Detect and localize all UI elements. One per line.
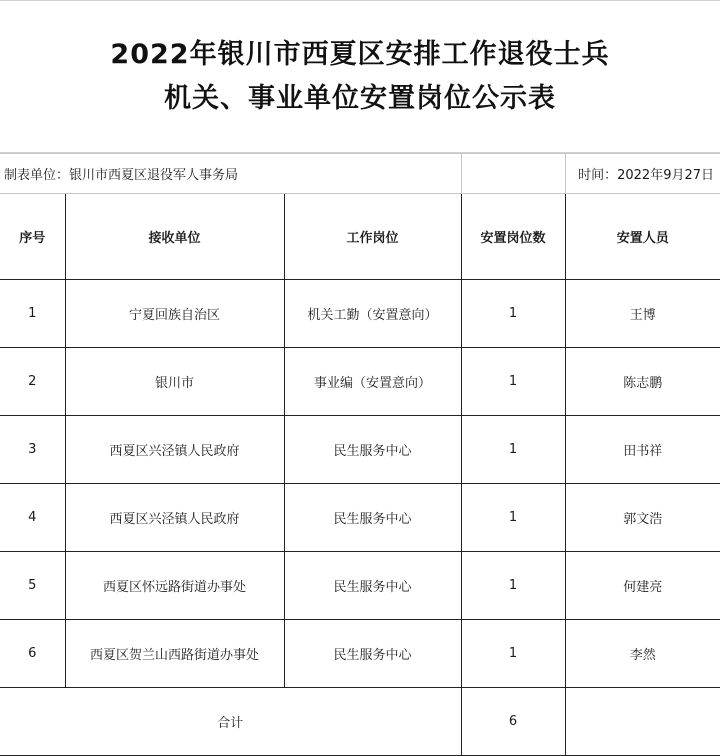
table-row [0, 416, 720, 484]
post-count: 1 [461, 552, 565, 620]
job-post: 事业编（安置意向） [284, 348, 461, 416]
job-post: 民生服务中心 [284, 416, 461, 484]
total-value: 6 [461, 688, 565, 756]
maker-unit: 制表单位：银川市西夏区退役军人事务局 [0, 154, 461, 194]
receiving-unit: 西夏区贺兰山西路街道办事处 [65, 620, 284, 688]
header-cell: 安置人员 [565, 194, 720, 280]
post-count: 1 [461, 620, 565, 688]
title-line-1: 2022年银川市西夏区安排工作退役士兵 [110, 38, 610, 70]
row-index: 1 [0, 280, 65, 348]
person-name: 何建亮 [565, 552, 720, 620]
table-row [0, 348, 720, 416]
post-count: 1 [461, 348, 565, 416]
date-text: 时间：2022年9月27日 [565, 154, 720, 194]
header-cell: 工作岗位 [284, 194, 461, 280]
info-spacer [461, 154, 565, 194]
table-row [0, 620, 720, 688]
row-index: 3 [0, 416, 65, 484]
job-post: 机关工勤（安置意向） [284, 280, 461, 348]
header-cell: 安置岗位数 [461, 194, 565, 280]
person-name: 田书祥 [565, 416, 720, 484]
post-count: 1 [461, 416, 565, 484]
job-post: 民生服务中心 [284, 620, 461, 688]
person-name: 王博 [565, 280, 720, 348]
title-block [0, 0, 720, 153]
person-name: 陈志鹏 [565, 348, 720, 416]
row-index: 2 [0, 348, 65, 416]
person-name: 李然 [565, 620, 720, 688]
row-index: 6 [0, 620, 65, 688]
receiving-unit: 西夏区兴泾镇人民政府 [65, 416, 284, 484]
total-empty-cell [565, 688, 720, 756]
placement-table [0, 153, 720, 756]
row-index: 5 [0, 552, 65, 620]
receiving-unit: 银川市 [65, 348, 284, 416]
total-label: 合计 [0, 688, 461, 756]
table-row [0, 552, 720, 620]
header-cell: 接收单位 [65, 194, 284, 280]
receiving-unit: 西夏区怀远路街道办事处 [65, 552, 284, 620]
header-row [0, 194, 720, 280]
row-index: 4 [0, 484, 65, 552]
person-name: 郭文浩 [565, 484, 720, 552]
table-row [0, 280, 720, 348]
title-line-2: 机关、事业单位安置岗位公示表 [164, 82, 556, 114]
post-count: 1 [461, 484, 565, 552]
info-row [0, 154, 720, 194]
job-post: 民生服务中心 [284, 552, 461, 620]
post-count: 1 [461, 280, 565, 348]
job-post: 民生服务中心 [284, 484, 461, 552]
table-row [0, 484, 720, 552]
receiving-unit: 宁夏回族自治区 [65, 280, 284, 348]
receiving-unit: 西夏区兴泾镇人民政府 [65, 484, 284, 552]
header-cell: 序号 [0, 194, 65, 280]
total-row [0, 688, 720, 756]
